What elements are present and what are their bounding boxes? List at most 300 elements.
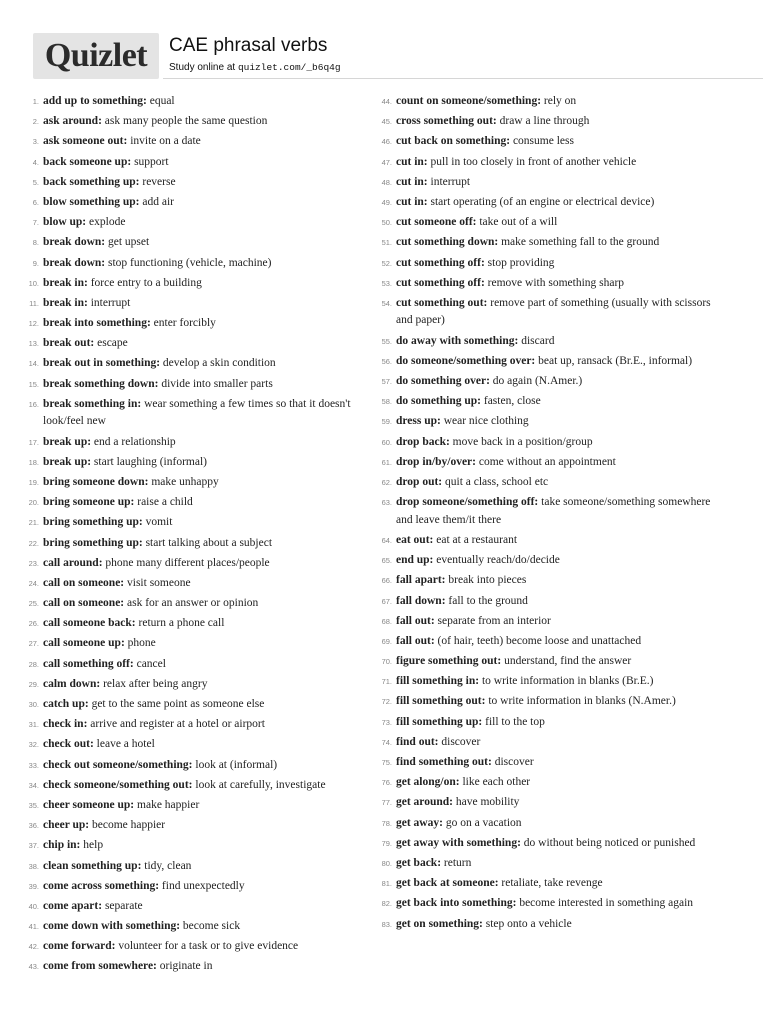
item-definition: go on a vacation	[445, 816, 522, 829]
item-definition: develop a skin condition	[162, 357, 276, 370]
item-definition: do without being noticed or punished	[523, 836, 696, 849]
list-item	[24, 595, 369, 613]
item-definition: become interested in something again	[519, 897, 694, 910]
list-item	[377, 353, 717, 371]
list-item	[377, 754, 717, 772]
item-definition: look at carefully, investigate	[195, 778, 326, 791]
item-definition: have mobility	[455, 796, 520, 809]
list-item	[24, 938, 369, 956]
item-term: get away:	[396, 816, 443, 829]
list-item	[377, 255, 717, 273]
item-definition: arrive and register at a hotel or airport	[90, 718, 265, 731]
item-number: 76.	[381, 778, 392, 788]
item-term: do someone/something over:	[396, 354, 536, 367]
item-number: 72.	[381, 697, 392, 707]
item-number: 19.	[28, 477, 39, 487]
list-item	[24, 898, 369, 916]
list-item	[24, 376, 369, 394]
item-definition: stop providing	[487, 256, 555, 269]
item-definition: interrupt	[430, 175, 471, 188]
item-term: end up:	[396, 554, 434, 567]
list-item	[24, 797, 369, 815]
item-term: cheer up:	[43, 819, 90, 832]
item-number: 35.	[28, 800, 39, 810]
list-item	[24, 656, 369, 674]
list-item	[24, 494, 369, 512]
item-definition: rely on	[543, 95, 577, 107]
item-number: 44.	[381, 97, 392, 106]
item-number: 55.	[381, 336, 392, 346]
item-term: drop in/by/over:	[396, 455, 476, 468]
list-item	[24, 434, 369, 452]
item-term: do something over:	[396, 375, 490, 388]
item-term: check out someone/something:	[43, 758, 193, 771]
list-item	[377, 693, 717, 711]
item-term: get back:	[396, 856, 442, 869]
item-definition: fasten, close	[483, 395, 541, 408]
list-item	[377, 194, 717, 212]
item-term: get back into something:	[396, 897, 517, 910]
item-number: 10.	[28, 278, 39, 288]
list-item	[377, 113, 717, 131]
item-term: cut something down:	[396, 236, 499, 249]
item-number: 16.	[28, 399, 39, 409]
list-item	[377, 333, 717, 351]
item-definition: enter forcibly	[153, 317, 216, 330]
list-item	[377, 633, 717, 651]
list-item	[24, 777, 369, 795]
item-term: fall out:	[396, 614, 435, 627]
left-column	[24, 93, 369, 979]
item-term: blow something up:	[43, 195, 140, 208]
list-item	[377, 875, 717, 893]
item-number: 12.	[28, 319, 39, 329]
item-definition: quit a class, school etc	[445, 475, 549, 488]
list-item	[24, 858, 369, 876]
item-definition: phone many different places/people	[105, 556, 270, 569]
item-term: fill something up:	[396, 715, 483, 728]
item-definition: come without an appointment	[478, 455, 616, 468]
list-item	[24, 575, 369, 593]
item-term: break down:	[43, 256, 106, 269]
list-item	[377, 295, 717, 330]
item-term: count on someone/something:	[396, 95, 542, 107]
item-definition: eventually reach/do/decide	[436, 554, 560, 567]
item-number: 65.	[381, 556, 392, 566]
item-number: 74.	[381, 737, 392, 747]
item-number: 48.	[381, 177, 392, 187]
item-term: do away with something:	[396, 334, 519, 347]
item-number: 54.	[381, 298, 392, 308]
item-number: 69.	[381, 636, 392, 646]
item-definition: like each other	[462, 776, 531, 789]
subtitle-prefix: Study online at	[169, 62, 238, 73]
item-number: 47.	[381, 157, 392, 167]
item-number: 59.	[381, 417, 392, 427]
item-definition: phone	[127, 637, 156, 650]
item-term: eat out:	[396, 533, 434, 546]
item-definition: tidy, clean	[144, 859, 192, 872]
item-term: get around:	[396, 796, 453, 809]
list-item	[24, 817, 369, 835]
item-definition: ask for an answer or opinion	[127, 597, 259, 610]
item-term: calm down:	[43, 677, 101, 690]
list-item	[377, 895, 717, 913]
item-number: 58.	[381, 397, 392, 407]
list-item	[377, 413, 717, 431]
list-item	[24, 295, 369, 313]
item-number: 45.	[381, 117, 392, 127]
item-term: call someone up:	[43, 637, 125, 650]
item-definition: originate in	[159, 960, 213, 973]
item-term: drop out:	[396, 475, 443, 488]
item-definition: understand, find the answer	[504, 655, 632, 668]
item-definition: divide into smaller parts	[161, 377, 273, 390]
item-number: 49.	[381, 197, 392, 207]
item-term: come down with something:	[43, 920, 181, 933]
item-term: call on someone:	[43, 576, 125, 589]
list-item	[24, 736, 369, 754]
item-number: 22.	[28, 538, 39, 548]
item-term: cheer someone up:	[43, 798, 135, 811]
list-item	[24, 716, 369, 734]
list-item	[24, 93, 369, 111]
item-term: check in:	[43, 718, 88, 731]
header-divider	[163, 78, 763, 79]
item-definition: take someone/something somewhere and leave them/it there	[396, 496, 711, 526]
item-number: 64.	[381, 535, 392, 545]
item-number: 52.	[381, 258, 392, 268]
item-number: 20.	[28, 498, 39, 508]
item-definition: equal	[149, 95, 175, 107]
item-number: 36.	[28, 821, 39, 831]
item-term: blow up:	[43, 216, 87, 229]
quizlet-logo: Quizlet	[33, 33, 159, 79]
item-term: break into something:	[43, 317, 151, 330]
item-definition: retaliate, take revenge	[501, 877, 603, 890]
item-term: cut someone off:	[396, 216, 477, 229]
item-number: 21.	[28, 518, 39, 528]
item-definition: return a phone call	[138, 617, 225, 630]
item-definition: move back in a position/group	[452, 435, 593, 448]
item-term: get along/on:	[396, 776, 460, 789]
subtitle-url[interactable]: quizlet.com/_b6q4g	[237, 62, 341, 73]
item-number: 79.	[381, 838, 392, 848]
list-item	[24, 174, 369, 192]
item-definition: step onto a vehicle	[485, 917, 572, 930]
item-definition: wear nice clothing	[443, 415, 529, 428]
item-number: 14.	[28, 359, 39, 369]
item-term: back someone up:	[43, 155, 132, 168]
item-number: 77.	[381, 798, 392, 808]
item-term: add up to something:	[43, 95, 147, 107]
item-number: 1.	[32, 97, 39, 106]
item-definition: make something fall to the ground	[501, 236, 660, 249]
item-number: 71.	[381, 677, 392, 687]
item-term: call something off:	[43, 657, 134, 670]
item-definition: eat at a restaurant	[436, 533, 518, 546]
item-term: break out:	[43, 337, 95, 350]
item-term: cut something off:	[396, 256, 485, 269]
item-term: get on something:	[396, 917, 483, 930]
item-definition: find unexpectedly	[161, 879, 245, 892]
list-item	[377, 673, 717, 691]
item-term: cut something out:	[396, 296, 488, 309]
item-definition: beat up, ransack (Br.E., informal)	[538, 354, 693, 367]
list-item	[377, 393, 717, 411]
item-definition: fill to the top	[485, 715, 545, 728]
item-number: 30.	[28, 700, 39, 710]
item-definition: start laughing (informal)	[93, 455, 207, 468]
item-term: back something up:	[43, 175, 140, 188]
list-item	[377, 593, 717, 611]
item-number: 15.	[28, 379, 39, 389]
item-definition: discard	[521, 334, 555, 347]
item-term: fall out:	[396, 634, 435, 647]
list-item	[377, 434, 717, 452]
item-number: 60.	[381, 437, 392, 447]
item-definition: force entry to a building	[90, 276, 202, 289]
item-number: 7.	[32, 218, 39, 228]
list-item	[24, 396, 369, 431]
item-term: come forward:	[43, 940, 116, 953]
item-definition: ask many people the same question	[104, 115, 268, 128]
item-term: drop back:	[396, 435, 450, 448]
item-term: check out:	[43, 738, 94, 751]
item-number: 39.	[28, 881, 39, 891]
item-term: cut something off:	[396, 276, 485, 289]
item-number: 43.	[28, 962, 39, 972]
list-item	[377, 774, 717, 792]
item-definition: invite on a date	[130, 135, 201, 148]
item-definition: pull in too closely in front of another vehicle	[430, 155, 637, 168]
list-item	[24, 315, 369, 333]
item-number: 5.	[32, 177, 39, 187]
item-number: 18.	[28, 457, 39, 467]
list-item	[24, 275, 369, 293]
item-term: bring something up:	[43, 536, 143, 549]
item-number: 34.	[28, 780, 39, 790]
item-definition: remove with something sharp	[487, 276, 625, 289]
item-number: 13.	[28, 339, 39, 349]
list-item	[377, 815, 717, 833]
list-item	[24, 676, 369, 694]
right-column	[377, 93, 717, 936]
item-definition: break into pieces	[448, 574, 527, 587]
item-number: 24.	[28, 578, 39, 588]
list-item	[377, 494, 717, 529]
item-term: do something up:	[396, 395, 481, 408]
item-term: catch up:	[43, 698, 89, 711]
list-item	[24, 918, 369, 936]
item-term: break something in:	[43, 397, 142, 410]
item-definition: explode	[89, 216, 126, 229]
item-number: 37.	[28, 841, 39, 851]
item-number: 9.	[32, 258, 39, 268]
item-term: bring someone down:	[43, 475, 149, 488]
item-definition: draw a line through	[499, 115, 590, 128]
item-number: 57.	[381, 377, 392, 387]
item-definition: raise a child	[137, 496, 193, 509]
item-term: fill something in:	[396, 675, 480, 688]
list-item	[377, 653, 717, 671]
item-definition: return	[443, 856, 472, 869]
item-term: break down:	[43, 236, 106, 249]
item-number: 62.	[381, 477, 392, 487]
item-definition: consume less	[512, 135, 574, 148]
list-item	[377, 734, 717, 752]
item-definition: leave a hotel	[96, 738, 155, 751]
item-term: bring something up:	[43, 516, 143, 529]
item-term: cut in:	[396, 155, 428, 168]
list-item	[377, 855, 717, 873]
list-item	[24, 878, 369, 896]
item-definition: fall to the ground	[448, 594, 528, 607]
list-item	[377, 133, 717, 151]
item-definition: stop functioning (vehicle, machine)	[107, 256, 272, 269]
item-term: ask someone out:	[43, 135, 128, 148]
item-number: 41.	[28, 922, 39, 932]
item-term: call on someone:	[43, 597, 125, 610]
item-term: ask around:	[43, 115, 102, 128]
item-number: 2.	[32, 117, 39, 127]
list-item	[24, 514, 369, 532]
item-number: 53.	[381, 278, 392, 288]
item-term: break out in something:	[43, 357, 161, 370]
item-definition: help	[83, 839, 104, 852]
item-definition: get to the same point as someone else	[91, 698, 265, 711]
item-definition: discover	[441, 735, 481, 748]
list-item	[24, 454, 369, 472]
item-number: 23.	[28, 558, 39, 568]
item-number: 11.	[29, 298, 39, 308]
item-number: 51.	[381, 238, 392, 248]
item-term: cut in:	[396, 195, 428, 208]
list-item	[24, 214, 369, 232]
item-term: call around:	[43, 556, 103, 569]
item-number: 33.	[28, 760, 39, 770]
item-term: get away with something:	[396, 836, 521, 849]
item-term: break up:	[43, 435, 92, 448]
item-number: 75.	[381, 758, 392, 767]
item-number: 31.	[28, 720, 39, 730]
item-number: 50.	[381, 218, 392, 228]
item-number: 80.	[381, 858, 392, 868]
item-definition: cancel	[136, 657, 166, 670]
item-definition: get upset	[107, 236, 150, 249]
item-term: break something down:	[43, 377, 159, 390]
item-definition: look at (informal)	[195, 758, 278, 771]
item-number: 67.	[381, 596, 392, 606]
list-item	[377, 532, 717, 550]
item-number: 28.	[28, 659, 39, 669]
item-number: 17.	[28, 437, 39, 447]
list-item	[377, 154, 717, 172]
list-item	[377, 552, 717, 570]
item-definition: visit someone	[127, 576, 191, 589]
item-term: cut back on something:	[396, 135, 511, 148]
list-item	[24, 958, 369, 976]
item-term: clean something up:	[43, 859, 142, 872]
item-number: 83.	[381, 919, 392, 929]
list-item	[377, 234, 717, 252]
list-item	[24, 837, 369, 855]
list-item	[24, 555, 369, 573]
item-number: 29.	[28, 679, 39, 689]
item-term: drop someone/something off:	[396, 496, 539, 509]
item-term: fill something out:	[396, 695, 486, 708]
item-definition: to write information in blanks (Br.E.)	[481, 675, 654, 688]
item-definition: volunteer for a task or to give evidence	[118, 940, 299, 953]
item-term: find something out:	[396, 756, 492, 768]
list-item	[377, 714, 717, 732]
item-number: 27.	[28, 639, 39, 649]
item-number: 3.	[32, 137, 39, 147]
item-term: come apart:	[43, 899, 103, 912]
item-number: 26.	[28, 619, 39, 629]
item-definition: end a relationship	[93, 435, 176, 448]
item-term: check someone/something out:	[43, 778, 193, 791]
list-item	[377, 613, 717, 631]
list-item	[24, 113, 369, 131]
list-item	[377, 275, 717, 293]
item-term: cross something out:	[396, 115, 497, 128]
list-item	[377, 474, 717, 492]
item-term: dress up:	[396, 415, 441, 428]
item-number: 70.	[381, 657, 392, 667]
item-definition: start talking about a subject	[145, 536, 273, 549]
item-definition: to write information in blanks (N.Amer.)	[488, 695, 676, 708]
item-definition: separate from an interior	[437, 614, 551, 627]
item-term: figure something out:	[396, 655, 502, 668]
item-definition: become happier	[91, 819, 166, 832]
list-item	[24, 234, 369, 252]
list-item	[24, 133, 369, 151]
item-number: 73.	[381, 717, 392, 727]
list-item	[24, 474, 369, 492]
item-term: break in:	[43, 276, 88, 289]
item-number: 63.	[381, 498, 392, 508]
list-item	[377, 916, 717, 934]
item-definition: vomit	[145, 516, 173, 529]
item-number: 66.	[381, 576, 392, 586]
item-definition: relax after being angry	[103, 677, 208, 690]
item-number: 61.	[381, 457, 392, 467]
item-number: 38.	[28, 861, 39, 871]
list-item	[24, 635, 369, 653]
item-term: come from somewhere:	[43, 960, 157, 973]
item-term: fall apart:	[396, 574, 446, 587]
item-number: 32.	[28, 740, 39, 750]
list-item	[377, 174, 717, 192]
item-number: 8.	[32, 238, 39, 248]
item-definition: discover	[494, 756, 534, 768]
list-item	[377, 794, 717, 812]
item-term: find out:	[396, 735, 439, 748]
item-definition: separate	[104, 899, 143, 912]
page-title: CAE phrasal verbs	[169, 35, 328, 56]
item-definition: remove part of something (usually with scissors and paper)	[396, 296, 711, 327]
list-item	[24, 355, 369, 373]
item-term: break up:	[43, 455, 92, 468]
list-item	[24, 194, 369, 212]
item-definition: (of hair, teeth) become loose and unattached	[437, 634, 642, 647]
page-subtitle	[169, 62, 341, 73]
item-number: 56.	[381, 356, 392, 366]
list-item	[24, 335, 369, 353]
item-number: 68.	[381, 616, 392, 626]
item-term: call someone back:	[43, 617, 136, 630]
